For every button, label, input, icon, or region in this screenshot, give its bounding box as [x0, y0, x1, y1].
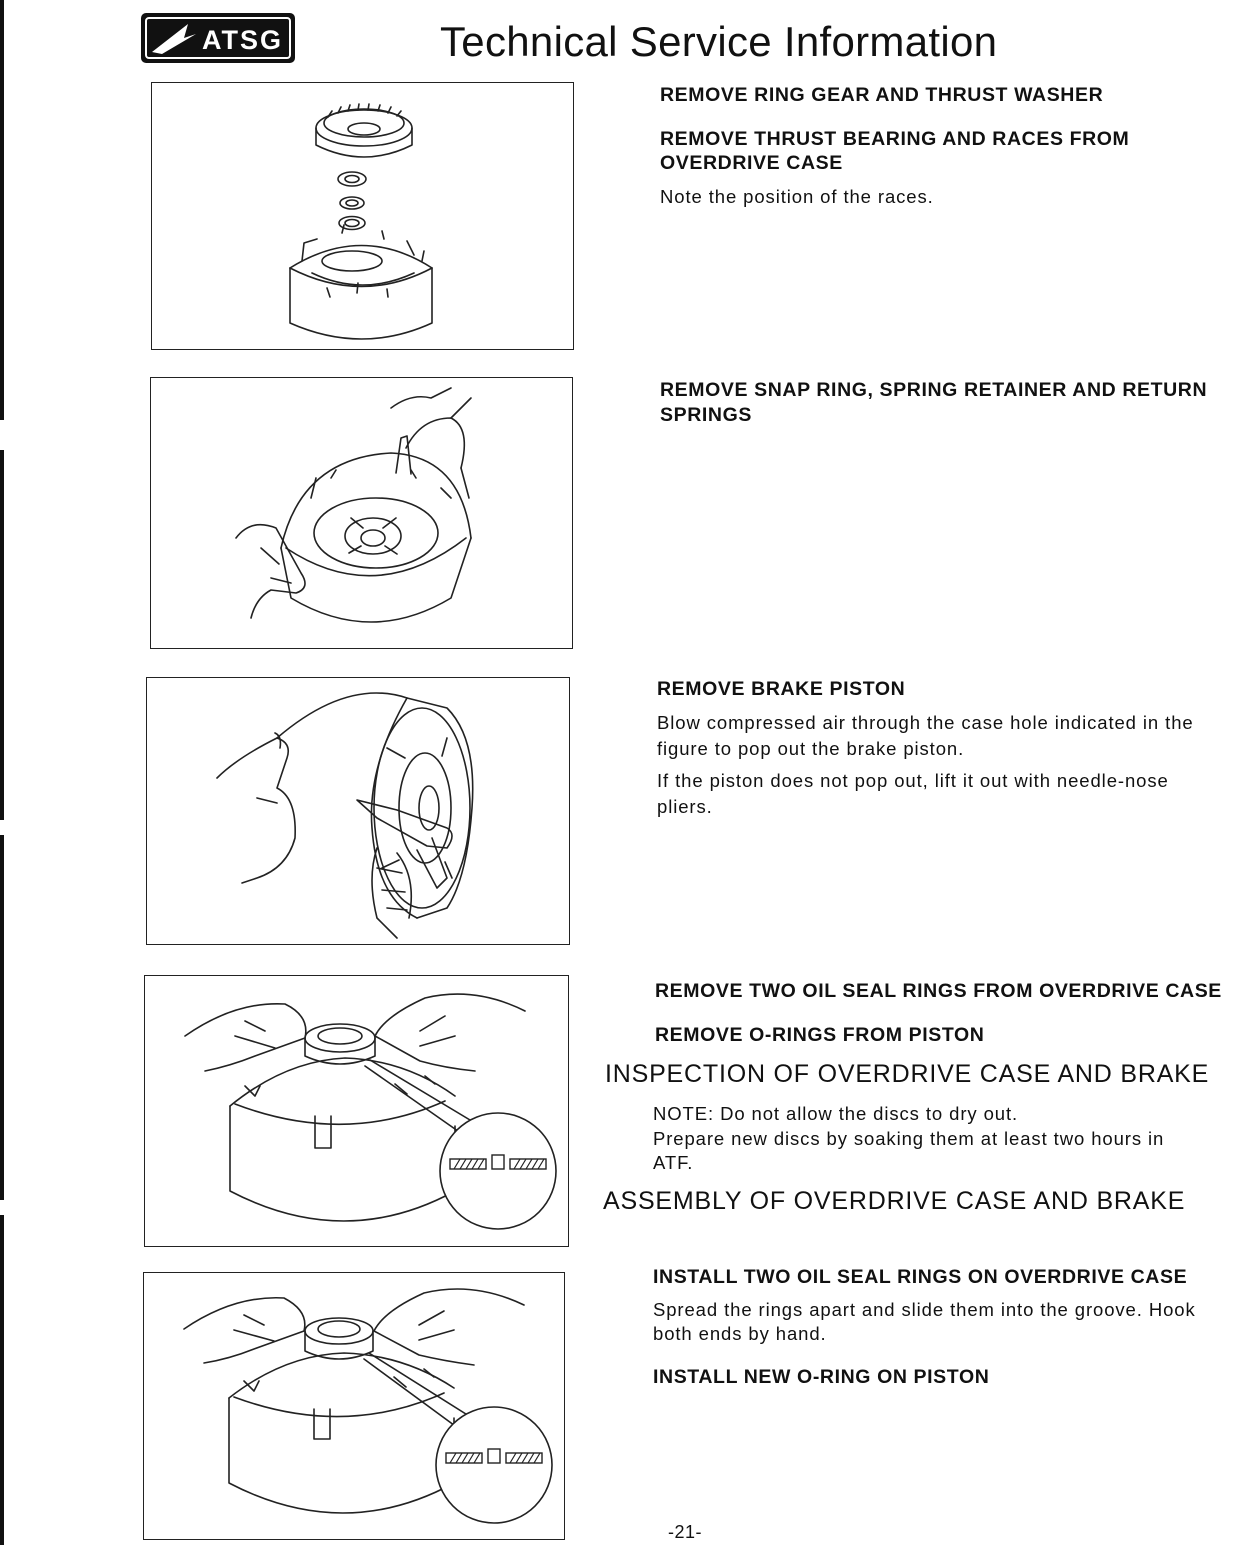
- logo-text: ATSG: [202, 25, 283, 55]
- heading-assembly: ASSEMBLY OF OVERDRIVE CASE AND BRAKE: [603, 1187, 1186, 1215]
- text-blow-air-1: Blow compressed air through the case hole indicated in the: [657, 712, 1194, 733]
- text-pliers-2: pliers.: [657, 796, 713, 817]
- text-soak-discs-2: ATF.: [653, 1152, 694, 1173]
- text-note-discs: NOTE: Do not allow the discs to dry out.: [653, 1103, 1019, 1124]
- page-title: Technical Service Information: [440, 18, 998, 65]
- figure-snap-ring-removal: [150, 377, 573, 649]
- figure-ring-gear-removal: [151, 82, 574, 350]
- binding-edge: [0, 835, 4, 1200]
- heading-remove-oil-seal-rings: REMOVE TWO OIL SEAL RINGS FROM OVERDRIVE CASE: [655, 980, 1222, 1002]
- text-note-races: Note the position of the races.: [660, 186, 934, 207]
- text-pliers-1: If the piston does not pop out, lift it out with needle-nose: [657, 770, 1169, 791]
- heading-remove-o-rings: REMOVE O-RINGS FROM PISTON: [655, 1024, 985, 1046]
- text-spread-rings-1: Spread the rings apart and slide them into the groove. Hook: [653, 1299, 1196, 1320]
- figure-brake-piston-air: [146, 677, 570, 945]
- text-blow-air-2: figure to pop out the brake piston.: [657, 738, 965, 759]
- heading-inspection: INSPECTION OF OVERDRIVE CASE AND BRAKE: [605, 1060, 1210, 1088]
- page-number: -21-: [668, 1522, 703, 1542]
- atsg-logo: [140, 12, 296, 64]
- heading-remove-snap-ring: REMOVE SNAP RING, SPRING RETAINER AND RETURN: [660, 379, 1208, 401]
- figure-oil-seal-removal: [144, 975, 569, 1247]
- heading-remove-ring-gear: REMOVE RING GEAR AND THRUST WASHER: [660, 84, 1104, 106]
- binding-edge: [0, 450, 4, 820]
- heading-install-oil-seal-rings: INSTALL TWO OIL SEAL RINGS ON OVERDRIVE CASE: [653, 1266, 1188, 1288]
- heading-remove-thrust-bearing-cont: OVERDRIVE CASE: [660, 152, 843, 174]
- heading-install-o-ring: INSTALL NEW O-RING ON PISTON: [653, 1366, 990, 1388]
- figure-oil-seal-install: [143, 1272, 565, 1540]
- binding-edge: [0, 0, 4, 420]
- binding-edge: [0, 1215, 4, 1545]
- text-soak-discs-1: Prepare new discs by soaking them at least two hours in: [653, 1128, 1165, 1149]
- text-spread-rings-2: both ends by hand.: [653, 1323, 827, 1344]
- heading-remove-snap-ring-cont: SPRINGS: [660, 404, 752, 426]
- heading-remove-brake-piston: REMOVE BRAKE PISTON: [657, 678, 906, 700]
- heading-remove-thrust-bearing: REMOVE THRUST BEARING AND RACES FROM: [660, 128, 1130, 150]
